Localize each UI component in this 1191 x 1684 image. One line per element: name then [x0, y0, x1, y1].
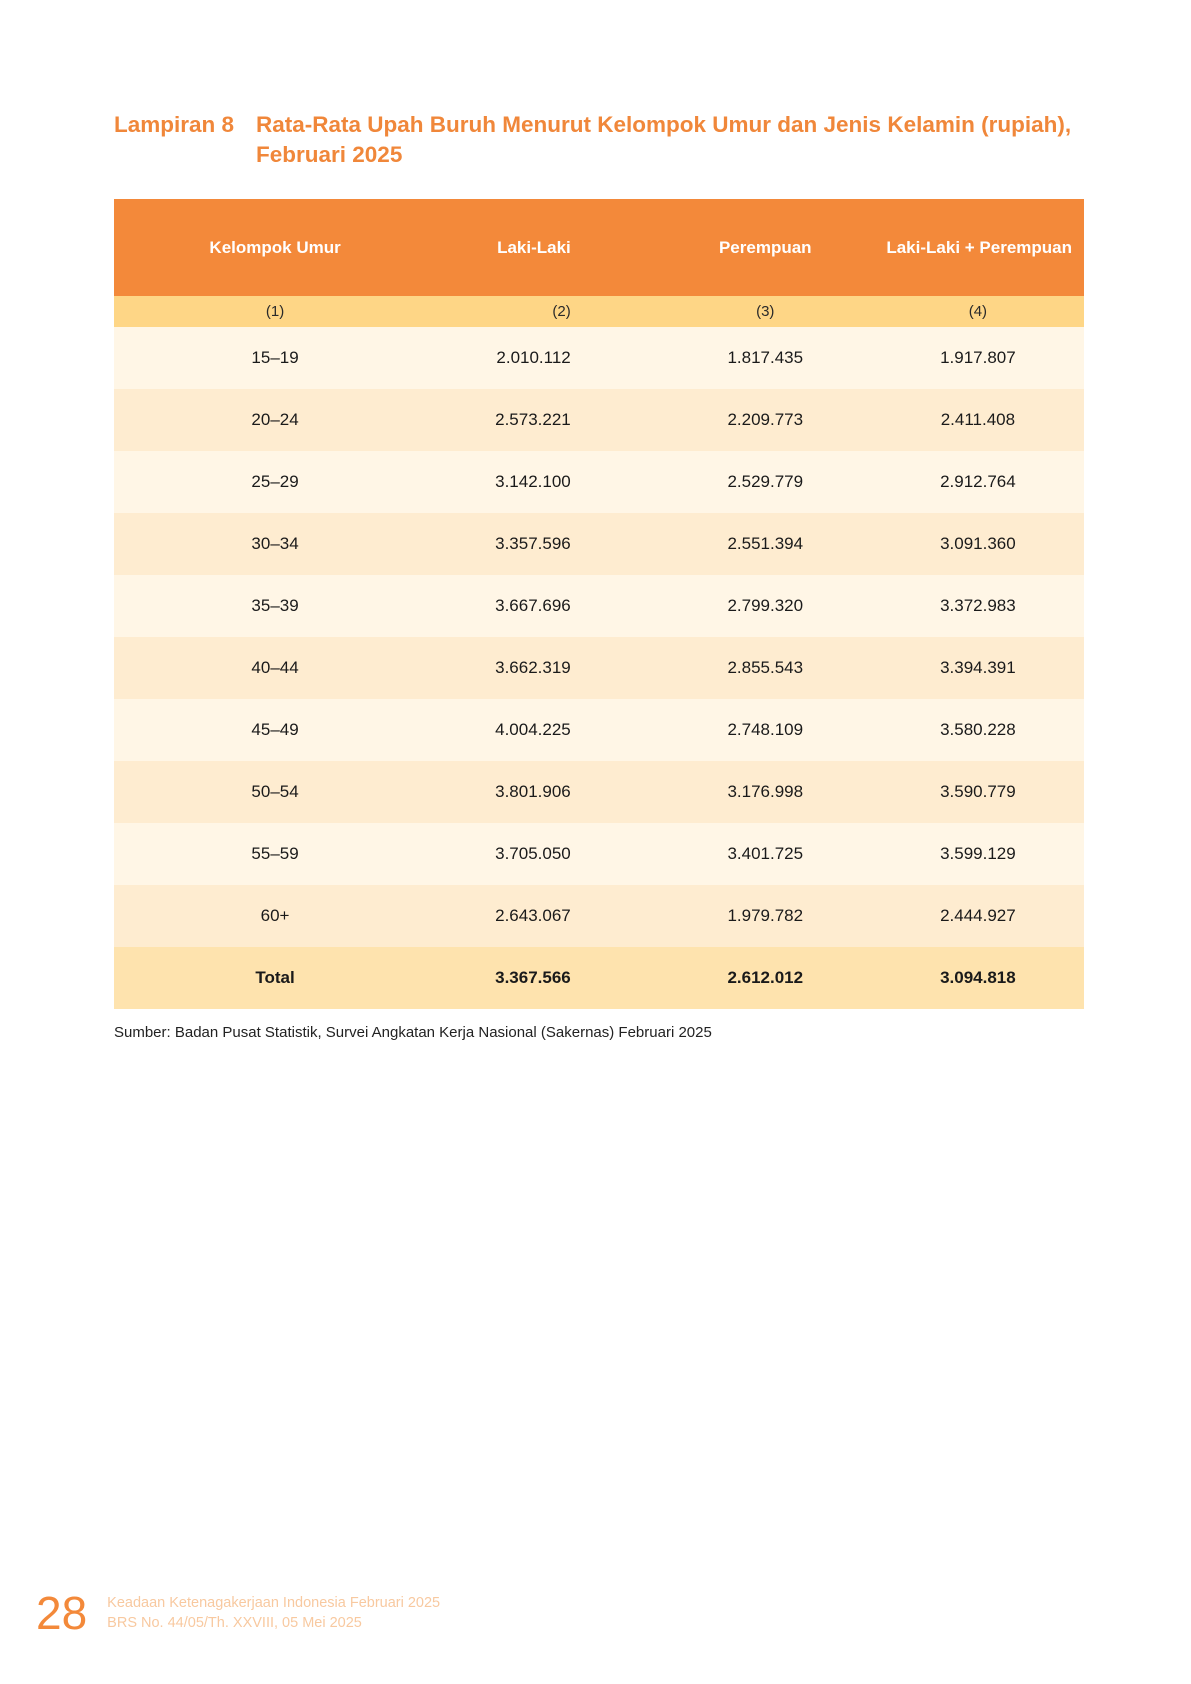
- female-wage-cell: 1.817.435: [659, 327, 872, 389]
- header-row: [114, 199, 1084, 296]
- total-wage-cell: 2.411.408: [872, 389, 1084, 451]
- total-all-cell: 3.094.818: [872, 947, 1084, 1009]
- female-wage-cell: 2.748.109: [659, 699, 872, 761]
- female-wage-cell: 2.855.543: [659, 637, 872, 699]
- table-row: [114, 761, 1084, 823]
- total-wage-cell: 3.599.129: [872, 823, 1084, 885]
- table-row: [114, 885, 1084, 947]
- total-wage-cell: 3.580.228: [872, 699, 1084, 761]
- table-row: [114, 327, 1084, 389]
- male-wage-cell: 2.573.221: [436, 389, 659, 451]
- male-wage-cell: 3.662.319: [436, 637, 659, 699]
- table-row: [114, 389, 1084, 451]
- table-row: [114, 575, 1084, 637]
- column-number: (3): [659, 296, 872, 327]
- table-row: [114, 699, 1084, 761]
- appendix-title-text: [256, 110, 1104, 170]
- total-wage-cell: 2.444.927: [872, 885, 1084, 947]
- female-wage-cell: 2.799.320: [659, 575, 872, 637]
- column-number: (2): [436, 296, 659, 327]
- total-wage-cell: 3.394.391: [872, 637, 1084, 699]
- header-age-group: Kelompok Umur: [114, 199, 436, 296]
- female-wage-cell: 2.209.773: [659, 389, 872, 451]
- total-male-cell: 3.367.566: [436, 947, 659, 1009]
- wage-table: [114, 199, 1084, 1009]
- age-group-cell: 20–24: [114, 389, 436, 451]
- female-wage-cell: 3.176.998: [659, 761, 872, 823]
- source-note: Sumber: Badan Pusat Statistik, Survei Angkatan Kerja Nasional (Sakernas) Februari 2025: [114, 1024, 712, 1041]
- male-wage-cell: 3.705.050: [436, 823, 659, 885]
- page-number: 28: [36, 1587, 88, 1639]
- total-wage-cell: 1.917.807: [872, 327, 1084, 389]
- header-female: Perempuan: [659, 199, 872, 296]
- total-wage-cell: 3.590.779: [872, 761, 1084, 823]
- total-wage-cell: 2.912.764: [872, 451, 1084, 513]
- age-group-cell: 55–59: [114, 823, 436, 885]
- age-group-cell: 35–39: [114, 575, 436, 637]
- title-line-1: Rata-Rata Upah Buruh Menurut Kelompok Umur dan Jenis Kelamin (rupiah),: [256, 112, 1072, 137]
- female-wage-cell: 2.529.779: [659, 451, 872, 513]
- age-group-cell: 30–34: [114, 513, 436, 575]
- age-group-cell: 40–44: [114, 637, 436, 699]
- age-group-cell: 60+: [114, 885, 436, 947]
- table-row: [114, 451, 1084, 513]
- total-label: Total: [114, 947, 436, 1009]
- age-group-cell: 25–29: [114, 451, 436, 513]
- appendix-label: Lampiran 8: [114, 112, 235, 137]
- title-line-2: Februari 2025: [256, 142, 403, 167]
- male-wage-cell: 3.142.100: [436, 451, 659, 513]
- female-wage-cell: 1.979.782: [659, 885, 872, 947]
- table-row: [114, 637, 1084, 699]
- male-wage-cell: 3.667.696: [436, 575, 659, 637]
- header-male: Laki-Laki: [436, 199, 659, 296]
- total-female-cell: 2.612.012: [659, 947, 872, 1009]
- age-group-cell: 15–19: [114, 327, 436, 389]
- total-wage-cell: 3.091.360: [872, 513, 1084, 575]
- male-wage-cell: 4.004.225: [436, 699, 659, 761]
- appendix-title: [114, 110, 1104, 170]
- header-total: Laki-Laki + Perempuan: [872, 199, 1084, 296]
- female-wage-cell: 2.551.394: [659, 513, 872, 575]
- table-row: [114, 823, 1084, 885]
- total-row: [114, 947, 1084, 1009]
- footer-publication-title: Keadaan Ketenagakerjaan Indonesia Februari 2025: [107, 1595, 441, 1611]
- column-number-row: [114, 296, 1084, 327]
- male-wage-cell: 2.010.112: [436, 327, 659, 389]
- male-wage-cell: 2.643.067: [436, 885, 659, 947]
- table-row: [114, 513, 1084, 575]
- age-group-cell: 50–54: [114, 761, 436, 823]
- footer-text: [107, 1593, 440, 1633]
- column-number: (1): [114, 296, 436, 327]
- age-group-cell: 45–49: [114, 699, 436, 761]
- male-wage-cell: 3.357.596: [436, 513, 659, 575]
- footer-release-number: BRS No. 44/05/Th. XXVIII, 05 Mei 2025: [107, 1615, 362, 1631]
- male-wage-cell: 3.801.906: [436, 761, 659, 823]
- total-wage-cell: 3.372.983: [872, 575, 1084, 637]
- column-number: (4): [872, 296, 1084, 327]
- page-footer: [36, 1588, 440, 1638]
- female-wage-cell: 3.401.725: [659, 823, 872, 885]
